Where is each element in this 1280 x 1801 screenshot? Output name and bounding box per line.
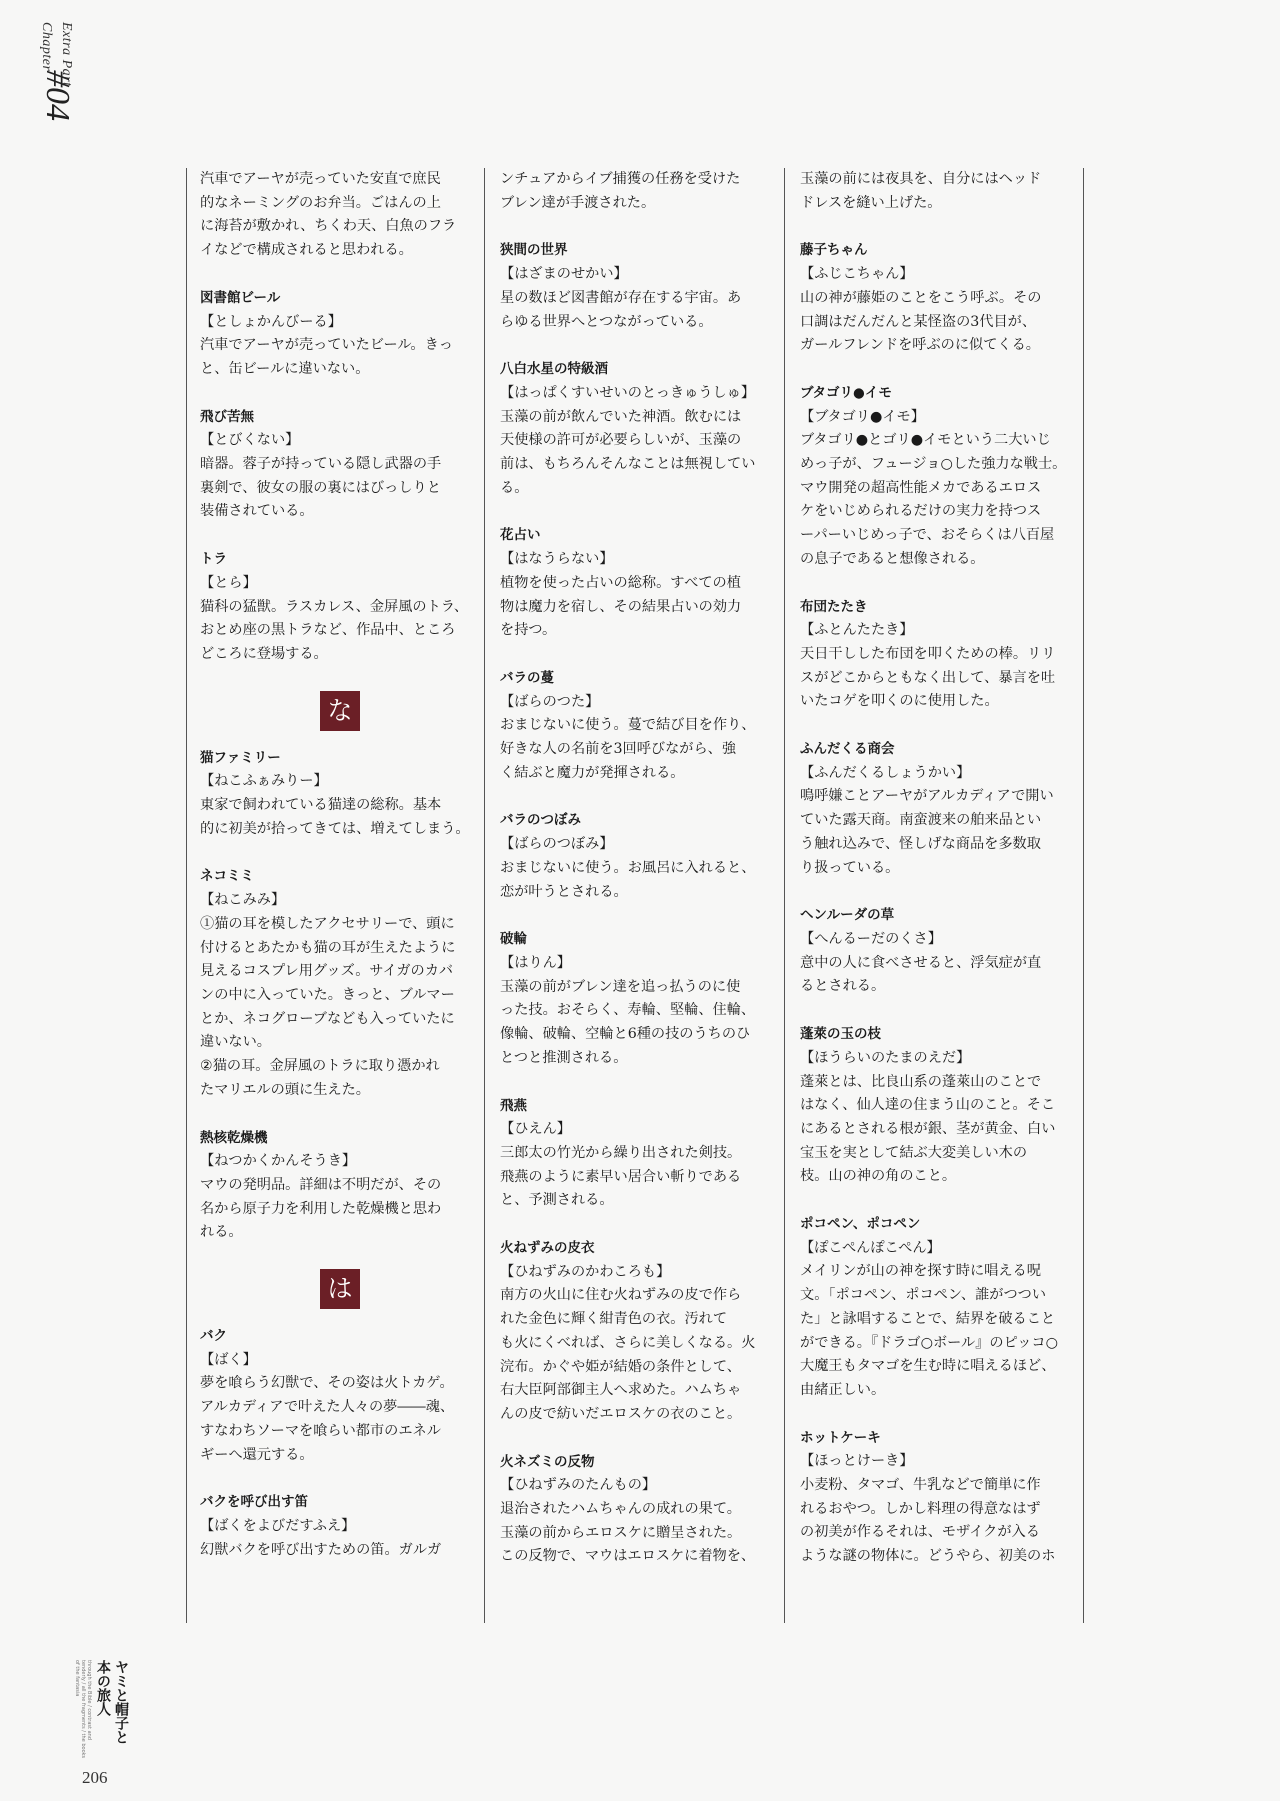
entry-term: 火ネズミの反物 (500, 1453, 595, 1470)
entry-term: ヘンルーダの草 (800, 907, 895, 924)
entry-description: 玉藻の前には夜具を、自分にはヘッド ドレスを縫い上げた。 (800, 171, 1042, 211)
entry-term: 火ねずみの皮衣 (500, 1240, 595, 1257)
entry-reading: 【ねこふぁみりー】 (200, 773, 328, 790)
glossary-entry (800, 596, 1092, 715)
entry-description: 汽車でアーヤが売っていた安直で庶民 的なネーミングのお弁当。ごはんの上 に海苔が敷かれ、ちくわ天、白魚のフラ イなどで構成されると思われる。 (200, 171, 457, 259)
glossary-entry (200, 287, 492, 382)
entry-description: おまじないに使う。蔓で結び目を作り、 好きな人の名前を3回呼びながら、強 く結ぶと魔力が発揮される。 (500, 717, 756, 781)
entry-description: メイリンが山の神を探す時に唱える呪 文。「ポコペン、ポコペン、誰がつつい た」と詠唱することで、結界を破ること ができる。『ドラゴ○ボール』のピッコ○ 大魔王もタマゴを生む時に唱えるほど、 由緒正しい。 (800, 1263, 1058, 1398)
glossary-column-3 (800, 168, 1092, 1593)
entry-term: バクを呼び出す笛 (200, 1494, 308, 1511)
glossary-entry (500, 809, 792, 904)
entry-reading: 【ぽこぺんぽこぺん】 (800, 1239, 941, 1256)
entry-reading: 【はっぱくすいせいのとっきゅうしゅ】 (500, 384, 756, 401)
entry-reading: 【はなうらない】 (500, 551, 614, 568)
entry-description: 夢を喰らう幻獣で、その姿は火トカゲ。 アルカディアで叶えた人々の夢――魂、 すなわちソーマを喰らい都市のエネル ギーへ還元する。 (200, 1375, 455, 1463)
logo-title: ヤミと帽子と 本の旅人 (95, 1660, 129, 1744)
entry-reading: 【ばらのつぼみ】 (500, 836, 614, 853)
entry-description: おまじないに使う。お風呂に入れると、 恋が叶うとされる。 (500, 859, 756, 900)
entry-description: 山の神が藤姫のことをこう呼ぶ。その 口調はだんだんと某怪盗の3代目が、 ガールフレンドを呼ぶのに似てくる。 (800, 289, 1042, 354)
chapter-part: Extra Part (59, 22, 74, 87)
entry-description: ンチュアからイブ捕獲の任務を受けた ブレン達が手渡された。 (500, 171, 741, 211)
logo-subtext: through the Bible / contrast and tenderly / all the fragments / the books of the fantasia (74, 1660, 92, 1759)
entry-description: 汽車でアーヤが売っていたビール。きっ と、缶ビールに違いない。 (200, 337, 453, 377)
entry-description: 鳴呼嫌ことアーヤがアルカディアで開い ていた露天商。南蛮渡来の舶来品とい う触れ込みで、怪しげな商品を多数取 り扱っている。 (800, 788, 1054, 876)
entry-reading: 【としょかんびーる】 (200, 313, 342, 330)
entry-description: ブタゴリ●とゴリ●イモという二大いじ めっ子が、フュージョ○した強力な戦士。 マウ開発の超高性能メカであるエロス ケをいじめられるだけの実力を持つス ーパーいじめっ子で、おそらくは八百屋 の息子であると想像される。 (800, 432, 1067, 567)
entry-reading: 【ばく】 (200, 1351, 257, 1368)
glossary-entry (800, 1213, 1092, 1403)
glossary-entry (500, 1095, 792, 1214)
glossary-entry (800, 904, 1092, 999)
entry-term: ブタゴリ●イモ (800, 384, 892, 401)
entry-term: バラのつぼみ (500, 812, 581, 829)
book-logo (70, 1660, 150, 1770)
entry-reading: 【ねこみみ】 (200, 892, 286, 909)
entry-term: 布団たたき (800, 598, 868, 615)
entry-description: 退治されたハムちゃんの成れの果て。 玉藻の前からエロスケに贈呈された。 この反物で、マウはエロスケに着物を、 (500, 1501, 756, 1565)
entry-description: 意中の人に食べさせると、浮気症が直 るとされる。 (800, 954, 1042, 995)
entry-reading: 【ふとんたたき】 (800, 622, 914, 639)
entry-term: 藤子ちゃん (800, 242, 868, 259)
kana-section-header: は (320, 1269, 360, 1309)
glossary-entry (200, 865, 492, 1102)
chapter-number: #04 (39, 70, 76, 121)
entry-reading: 【ほっとけーき】 (800, 1453, 914, 1470)
entry-description: ①猫の耳を模したアクセサリーで、頭に 付けるとあたかも猫の耳が生えたように 見えるコスプレ用グッズ。サイガのカバ ンの中に入っていた。きっと、ブルマー とか、ネコグローブなども入っていたに 違いない。 ②猫の耳。金屏風のトラに取り憑かれ たマリエルの頭に生えた。 (200, 915, 456, 1098)
entry-term: トラ (200, 551, 227, 568)
chapter-word: Chapter (39, 22, 54, 72)
glossary-column-1 (200, 168, 492, 1586)
entry-term: 花占い (500, 527, 541, 544)
glossary-entry (200, 406, 492, 525)
glossary-entry (800, 1023, 1092, 1189)
entry-description: 玉藻の前がブレン達を追っ払うのに使 った技。おそらく、寿輪、堅輪、住輪、 像輪、破輪、空輪と6種の技のうちのひ とつと推測される。 (500, 978, 756, 1066)
glossary-entry (200, 1325, 492, 1467)
entry-reading: 【ほうらいのたまのえだ】 (800, 1049, 971, 1066)
entry-description: 暗器。蓉子が持っている隠し武器の手 裏剣で、彼女の服の裏にはびっしりと 装備されている。 (200, 456, 442, 520)
entry-reading: 【ばくをよびだすふえ】 (200, 1517, 356, 1534)
entry-reading: 【とびくない】 (200, 432, 300, 449)
kana-section-header: な (320, 691, 360, 731)
entry-reading: 【はりん】 (500, 954, 571, 971)
entry-reading: 【ひねずみのかわころも】 (500, 1263, 671, 1280)
chapter-label (38, 22, 118, 162)
entry-description: 猫科の猛獣。ラスカレス、金屏風のトラ、 おとめ座の黒トラなど、作品中、ところ どころに登場する。 (200, 598, 469, 662)
entry-description: 幻獣バクを呼び出すための笛。ガルガ (200, 1541, 442, 1558)
column-divider (186, 168, 187, 1623)
glossary-entry (200, 168, 492, 263)
entry-description: 三郎太の竹光から繰り出された剣技。 飛燕のように素早い居合い斬りである と、予測される。 (500, 1144, 742, 1209)
glossary-entry (500, 358, 792, 500)
glossary-entry (500, 1451, 792, 1570)
entry-term: 八白水星の特級酒 (500, 361, 608, 378)
entry-term: ホットケーキ (800, 1429, 881, 1446)
entry-term: 猫ファミリー (200, 749, 281, 766)
entry-term: 飛び苦無 (200, 408, 254, 425)
glossary-entry (800, 382, 1092, 572)
glossary-entry (500, 928, 792, 1070)
entry-term: ネコミミ (200, 868, 254, 885)
entry-description: 星の数ほど図書館が存在する宇宙。あ らゆる世界へとつながっている。 (500, 289, 742, 330)
glossary-entry (800, 168, 1092, 215)
entry-reading: 【へんるーだのくさ】 (800, 930, 942, 947)
entry-reading: 【ばらのつた】 (500, 693, 600, 710)
glossary-column-2 (500, 168, 792, 1593)
entry-description: 東家で飼われている猫達の総称。基本 的に初美が拾ってきては、増えてしまう。 (200, 797, 470, 837)
entry-reading: 【ひえん】 (500, 1121, 571, 1138)
glossary-entry (200, 1127, 492, 1246)
entry-reading: 【ふんだくるしょうかい】 (800, 764, 971, 781)
glossary-entry (800, 738, 1092, 880)
entry-description: 天日干しした布団を叩くための棒。リリ スがどこからともなく出して、暴言を吐 いたコゲを叩くのに使用した。 (800, 645, 1056, 710)
entry-reading: 【とら】 (200, 574, 257, 591)
glossary-entry (800, 239, 1092, 358)
entry-term: ポコペン、ポコペン (800, 1216, 921, 1233)
entry-description: マウの発明品。詳細は不明だが、その 名から原子力を利用した乾燥機と思わ れる。 (200, 1176, 442, 1241)
glossary-entry (200, 747, 492, 842)
glossary-entry (500, 667, 792, 786)
entry-description: 南方の火山に住む火ねずみの皮で作ら れた金色に輝く紺青色の衣。汚れて も火にくべれば、さらに美しくなる。火 浣布。かぐや姫が結婚の条件として、 右大臣阿部御主人へ求めた。ハムちゃ んの皮で紡いだエロスケの衣のこと。 (500, 1287, 756, 1422)
glossary-entry (500, 239, 792, 334)
entry-reading: 【はざまのせかい】 (500, 266, 628, 283)
entry-reading: 【ブタゴリ●イモ】 (800, 408, 925, 425)
entry-term: ふんだくる商会 (800, 741, 895, 758)
entry-description: 玉藻の前が飲んでいた神酒。飲むには 天使様の許可が必要らしいが、玉藻の 前は、もちろんそんなことは無視してい る。 (500, 408, 756, 496)
entry-term: 狭間の世界 (500, 242, 568, 259)
entry-reading: 【ねつかくかんそうき】 (200, 1153, 357, 1170)
glossary-entry (500, 524, 792, 643)
page-number: 206 (82, 1768, 108, 1787)
entry-term: バラの蔓 (500, 669, 554, 686)
entry-description: 植物を使った占いの総称。すべての植 物は魔力を宿し、その結果占いの効力 を持つ。 (500, 574, 742, 639)
entry-reading: 【ふじこちゃん】 (800, 266, 914, 283)
glossary-entry (500, 1237, 792, 1427)
entry-term: 破輪 (500, 931, 527, 948)
entry-term: 図書館ビール (200, 289, 281, 306)
glossary-entry (200, 1491, 492, 1562)
glossary-entry (800, 1427, 1092, 1569)
entry-term: 蓬萊の玉の枝 (800, 1026, 881, 1043)
glossary-entry (500, 168, 792, 215)
entry-term: 飛燕 (500, 1097, 527, 1114)
glossary-entry (200, 548, 492, 667)
entry-reading: 【ひねずみのたんもの】 (500, 1477, 657, 1494)
entry-term: バク (200, 1328, 227, 1345)
entry-description: 蓬萊とは、比良山系の蓬萊山のことで はなく、仙人達の住まう山のこと。そこ にあるとされる根が銀、茎が黄金、白い 宝玉を実として結ぶ大変美しい木の 枝。山の神の角のこと。 (800, 1073, 1056, 1185)
entry-term: 熱核乾燥機 (200, 1129, 268, 1146)
entry-description: 小麦粉、タマゴ、牛乳などで簡単に作 れるおやつ。しかし料理の得意なはず の初美が作るそれは、モザイクが入る ような謎の物体に。どうやら、初美のホ (800, 1477, 1056, 1565)
